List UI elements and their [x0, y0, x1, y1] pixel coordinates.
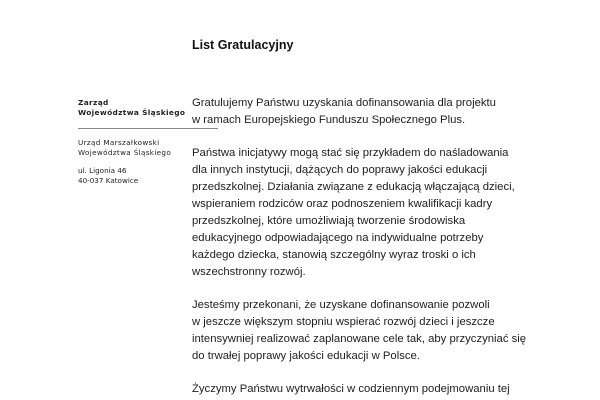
sender-address [78, 166, 188, 186]
sender-organization-line: Województwa Śląskiego [78, 108, 186, 117]
letter-line: Gratulujemy Państwu uzyskania dofinansowania dla projektu [192, 97, 496, 109]
sender-address-line: ul. Ligonia 46 [78, 166, 127, 175]
sender-office-line: Urząd Marszałkowski [78, 138, 160, 147]
letter-line: przedszkolnej, które umożliwiają tworzenie środowiska [192, 215, 466, 227]
letter-line: edukacyjnego odpowiadającego na indywidualne potrzeby [192, 232, 484, 244]
letter-line: przedszkolnej. Działania związane z edukacją włączającą dzieci, [192, 181, 515, 193]
sender-office [78, 138, 188, 158]
letter-line: wszechstronny rozwój. [192, 266, 306, 278]
letter-line: każdego dziecka, stanowią szczególny wyraz troski o ich [192, 249, 476, 261]
letter-line: w jeszcze większym stopniu wspierać rozwój dzieci i jeszcze [192, 316, 495, 328]
letter-line: intensywniej realizować zaplanowane cele tak, aby przyczyniać się [192, 333, 527, 345]
letter-line: do trwałej poprawy jakości edukacji w Polsce. [192, 350, 420, 362]
letter-line: dla innych instytucji, dążących do poprawy jakości edukacji [192, 164, 488, 176]
sender-organization [78, 98, 188, 118]
letter-line: Państwa inicjatywy mogą stać się przykładem do naśladowania [192, 147, 509, 159]
letter-line: w ramach Europejskiego Funduszu Społecznego Plus. [192, 114, 466, 126]
sender-office-line: Województwa Śląskiego [78, 148, 172, 157]
sender-sidebar [78, 98, 188, 186]
sender-organization-line: Zarząd [78, 98, 109, 107]
letter-paragraph [192, 145, 552, 281]
letter-paragraph [192, 381, 552, 398]
letter-line: Życzymy Państwu wytrwałości w codziennym podejmowaniu tej [192, 383, 510, 395]
document-title: List Gratulacyjny [192, 38, 294, 52]
letter-paragraph [192, 297, 552, 365]
sender-address-line: 40-037 Katowice [78, 176, 139, 185]
letter-paragraph [192, 95, 552, 129]
letter-body [192, 95, 552, 400]
letter-line: Jesteśmy przekonani, że uzyskane dofinansowanie pozwoli [192, 299, 490, 311]
letter-line: wspieraniem rodziców oraz podnoszeniem kwalifikacji kadry [192, 198, 493, 210]
